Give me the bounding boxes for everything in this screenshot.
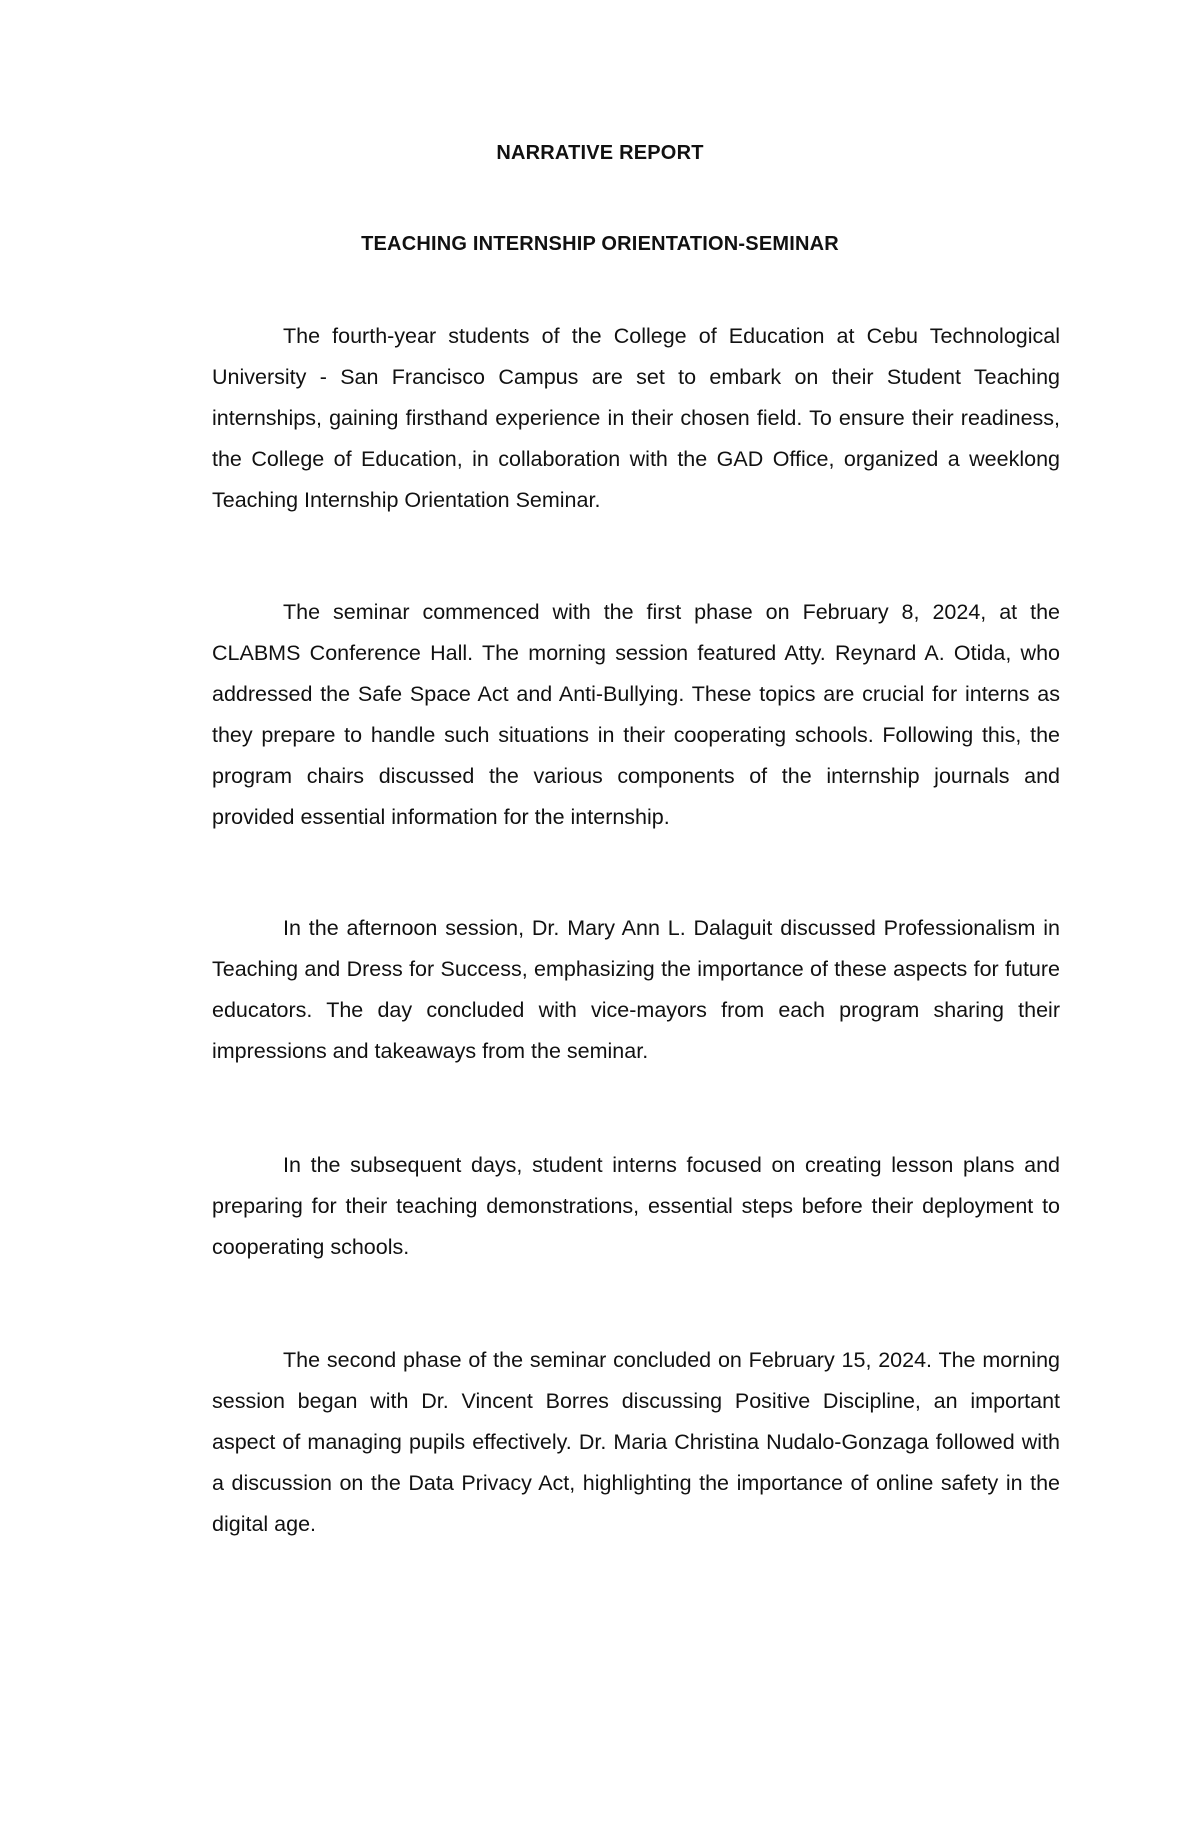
paragraph-second-phase: The second phase of the seminar concluded on February 15, 2024. The morning session began with Dr. Vincent Borres discussing Positive Discipline, an important aspect of managing pupils effectively. Dr. Maria Christina Nudalo-Gonzaga followed with a discussion on the Data Privacy Act, highlighting the importance of online safety in the digital age. (212, 1348, 1060, 1536)
paragraph-first-phase: The seminar commenced with the first phase on February 8, 2024, at the CLABMS Conference Hall. The morning session featured Atty. Reynard A. Otida, who addressed the Safe Space Act and Anti-Bullying. These topics are crucial for interns as they prepare to handle such situations in their cooperating schools. Following this, the program chairs discussed the various components of the internship journals and provided essential information for the internship. (212, 600, 1060, 829)
report-subtitle: TEACHING INTERNSHIP ORIENTATION-SEMINAR (361, 233, 839, 255)
report-title: NARRATIVE REPORT (496, 142, 704, 164)
paragraph-afternoon-session: In the afternoon session, Dr. Mary Ann L. Dalaguit discussed Professionalism in Teaching and Dress for Success, emphasizing the importance of these aspects for future educators. The day concluded with vice-mayors from each program sharing their impressions and takeaways from the seminar. (212, 916, 1060, 1063)
paragraph-subsequent-days: In the subsequent days, student interns focused on creating lesson plans and preparing for their teaching demonstrations, essential steps before their deployment to cooperating schools. (212, 1153, 1060, 1259)
paragraph-introduction: The fourth-year students of the College of Education at Cebu Technological University - San Francisco Campus are set to embark on their Student Teaching internships, gaining firsthand experience in their chosen field. To ensure their readiness, the College of Education, in collaboration with the GAD Office, organized a weeklong Teaching Internship Orientation Seminar. (212, 324, 1060, 512)
